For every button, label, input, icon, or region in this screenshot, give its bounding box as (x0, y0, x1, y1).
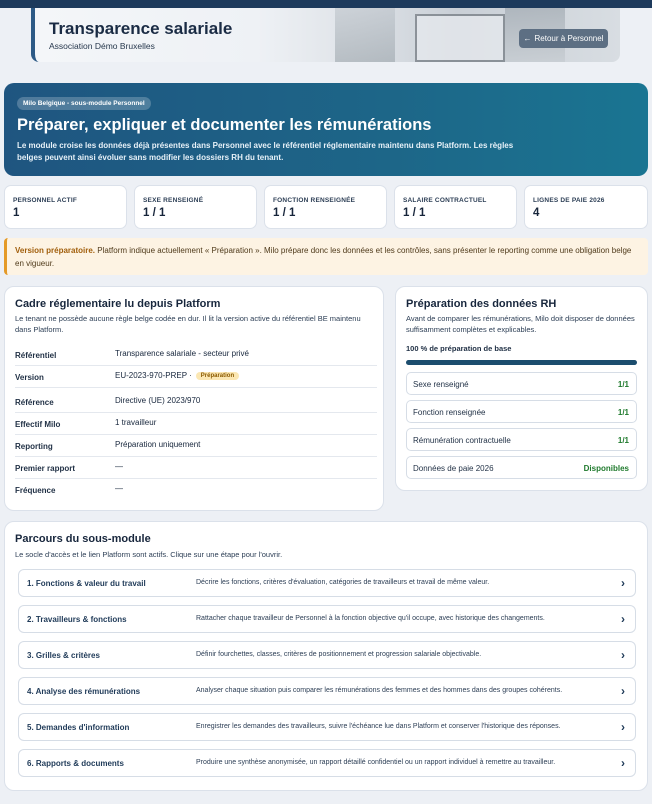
chevron-right-icon: › (621, 720, 625, 734)
row-key: Reporting (15, 442, 53, 451)
stat-salaire-contractuel (394, 185, 517, 229)
card-subtitle: Avant de comparer les rémunérations, Milo doit disposer de données suffisamment complètes et explicables. (406, 314, 635, 334)
row-value (115, 484, 123, 493)
row-key: Fréquence (15, 486, 56, 495)
step-description: Rattacher chaque travailleur de Personnel à la fonction objective qu'il occupe, avec historique des changements. (196, 615, 545, 622)
stat-value: 1 / 1 (273, 207, 296, 219)
step-description: Analyser chaque situation puis comparer les rémunérations des femmes et des hommes dans des groupes cohérents. (196, 687, 563, 694)
module-pill: Milo Belgique - sous-module Personnel (17, 97, 151, 110)
row-value (115, 418, 156, 427)
row-key: Sexe renseigné (413, 380, 469, 389)
step-description: Enregistrer les demandes des travailleurs, suivre l'échéance lue dans Platform et conserver l'historique des réponses. (196, 723, 561, 730)
row-value: Disponibles (583, 464, 629, 473)
row-value: 1/1 (617, 380, 629, 389)
framework-row (15, 435, 377, 457)
row-key: Version (15, 373, 44, 382)
row-value-text: — (115, 484, 123, 493)
card-title: Cadre réglementaire lu depuis Platform (15, 298, 221, 310)
framework-row (15, 344, 377, 366)
stat-label: FONCTION RENSEIGNÉE (273, 197, 356, 204)
alert-strong: Version préparatoire. (15, 246, 96, 255)
chevron-right-icon: › (621, 648, 625, 662)
framework-row (15, 413, 377, 435)
framework-row (15, 391, 377, 413)
preparation-progress-bar (406, 360, 637, 365)
row-key: Premier rapport (15, 464, 76, 473)
organization-name: Association Démo Bruxelles (49, 41, 155, 51)
banner-photo (415, 14, 505, 62)
row-value (115, 349, 249, 358)
hero-title: Préparer, expliquer et documenter les rémunérations (17, 116, 432, 134)
row-value (115, 396, 200, 405)
card-subtitle: Le tenant ne possède aucune règle belge codée en dur. Il lit la version active du référentiel BE maintenu dans Platform. (15, 314, 361, 334)
progress-fill (406, 360, 637, 365)
hero-panel (4, 83, 648, 176)
stat-label: SALAIRE CONTRACTUEL (403, 197, 487, 204)
alert-text: Platform indique actuellement « Préparation ». Milo prépare donc les données et les contrôles, sans présenter le reporting comme une obligation belge en vigueur. (15, 246, 632, 268)
step-title: 6. Rapports & documents (27, 759, 124, 768)
step-analyse-remunerations[interactable] (18, 677, 636, 705)
chevron-right-icon: › (621, 612, 625, 626)
framework-row (15, 457, 377, 479)
chevron-right-icon: › (621, 756, 625, 770)
row-value-text: Préparation uniquement (115, 440, 201, 449)
row-value (115, 462, 123, 471)
step-title: 1. Fonctions & valeur du travail (27, 579, 146, 588)
step-travailleurs-fonctions[interactable] (18, 605, 636, 633)
step-demandes-information[interactable] (18, 713, 636, 741)
step-title: 4. Analyse des rémunérations (27, 687, 141, 696)
stat-label: LIGNES DE PAIE 2026 (533, 197, 605, 204)
row-key: Fonction renseignée (413, 408, 486, 417)
prep-row (406, 372, 637, 395)
banner-photo (335, 8, 395, 62)
card-subtitle: Le socle d'accès et le lien Platform sont actifs. Clique sur une étape pour l'ouvrir. (15, 550, 283, 559)
stat-lignes-paie (524, 185, 648, 229)
row-value: 1/1 (617, 436, 629, 445)
prep-row (406, 428, 637, 451)
top-strip (0, 0, 652, 8)
row-value-text: 1 travailleur (115, 418, 157, 427)
row-key: Données de paie 2026 (413, 464, 494, 473)
framework-row (15, 479, 377, 501)
row-key: Rémunération contractuelle (413, 436, 511, 445)
stat-value: 1 / 1 (143, 207, 166, 219)
row-value: 1/1 (617, 408, 629, 417)
chevron-right-icon: › (621, 576, 625, 590)
stat-value: 1 / 1 (403, 207, 426, 219)
row-value (115, 371, 239, 380)
card-title: Préparation des données RH (406, 298, 557, 310)
step-title: 2. Travailleurs & fonctions (27, 615, 127, 624)
stat-personnel-actif (4, 185, 127, 229)
status-badge: Préparation (196, 372, 239, 380)
stat-label: PERSONNEL ACTIF (13, 197, 78, 204)
row-value-text: Directive (UE) 2023/970 (115, 396, 201, 405)
chevron-right-icon: › (621, 684, 625, 698)
step-grilles-criteres[interactable] (18, 641, 636, 669)
stat-fonction-renseignee (264, 185, 387, 229)
step-description: Décrire les fonctions, critères d'évaluation, catégories de travailleurs et travail de même valeur. (196, 579, 490, 586)
stat-value: 4 (533, 207, 540, 219)
step-description: Définir fourchettes, classes, critères de positionnement et progression salariale objectivable. (196, 651, 482, 658)
progress-label: 100 % de préparation de base (406, 344, 512, 353)
back-to-personnel-button[interactable] (519, 29, 608, 48)
row-value-text: — (115, 462, 123, 471)
step-fonctions-valeur[interactable] (18, 569, 636, 597)
row-value (115, 440, 200, 449)
page-title: Transparence salariale (49, 19, 233, 38)
prep-row (406, 400, 637, 423)
row-value-text: Transparence salariale - secteur privé (115, 349, 249, 358)
stat-label: SEXE RENSEIGNÉ (143, 197, 204, 204)
row-key: Référence (15, 398, 54, 407)
back-button-label: Retour à Personnel (534, 34, 604, 43)
step-title: 3. Grilles & critères (27, 651, 100, 660)
hero-description: Le module croise les données déjà présentes dans Personnel avec le référentiel réglementaire maintenu dans Platform. Les règles belges peuvent ainsi évoluer sans modifier les dossiers RH du tenant. (17, 141, 514, 162)
arrow-left-icon: ← (523, 34, 532, 43)
step-description: Produire une synthèse anonymisée, un rapport détaillé confidentiel ou un rapport individuel à remettre au travailleur. (196, 759, 556, 766)
step-rapports-documents[interactable] (18, 749, 636, 777)
row-key: Référentiel (15, 351, 57, 360)
prep-row (406, 456, 637, 479)
data-preparation-card (395, 286, 648, 491)
row-key: Effectif Milo (15, 420, 61, 429)
preparatory-version-alert (4, 238, 648, 275)
stat-value: 1 (13, 207, 20, 219)
regulatory-framework-card (4, 286, 384, 511)
stat-sexe-renseigne (134, 185, 257, 229)
row-value-text: EU-2023-970-PREP · (115, 371, 192, 380)
framework-row (15, 366, 377, 388)
card-title: Parcours du sous-module (15, 533, 151, 545)
step-title: 5. Demandes d'information (27, 723, 130, 732)
